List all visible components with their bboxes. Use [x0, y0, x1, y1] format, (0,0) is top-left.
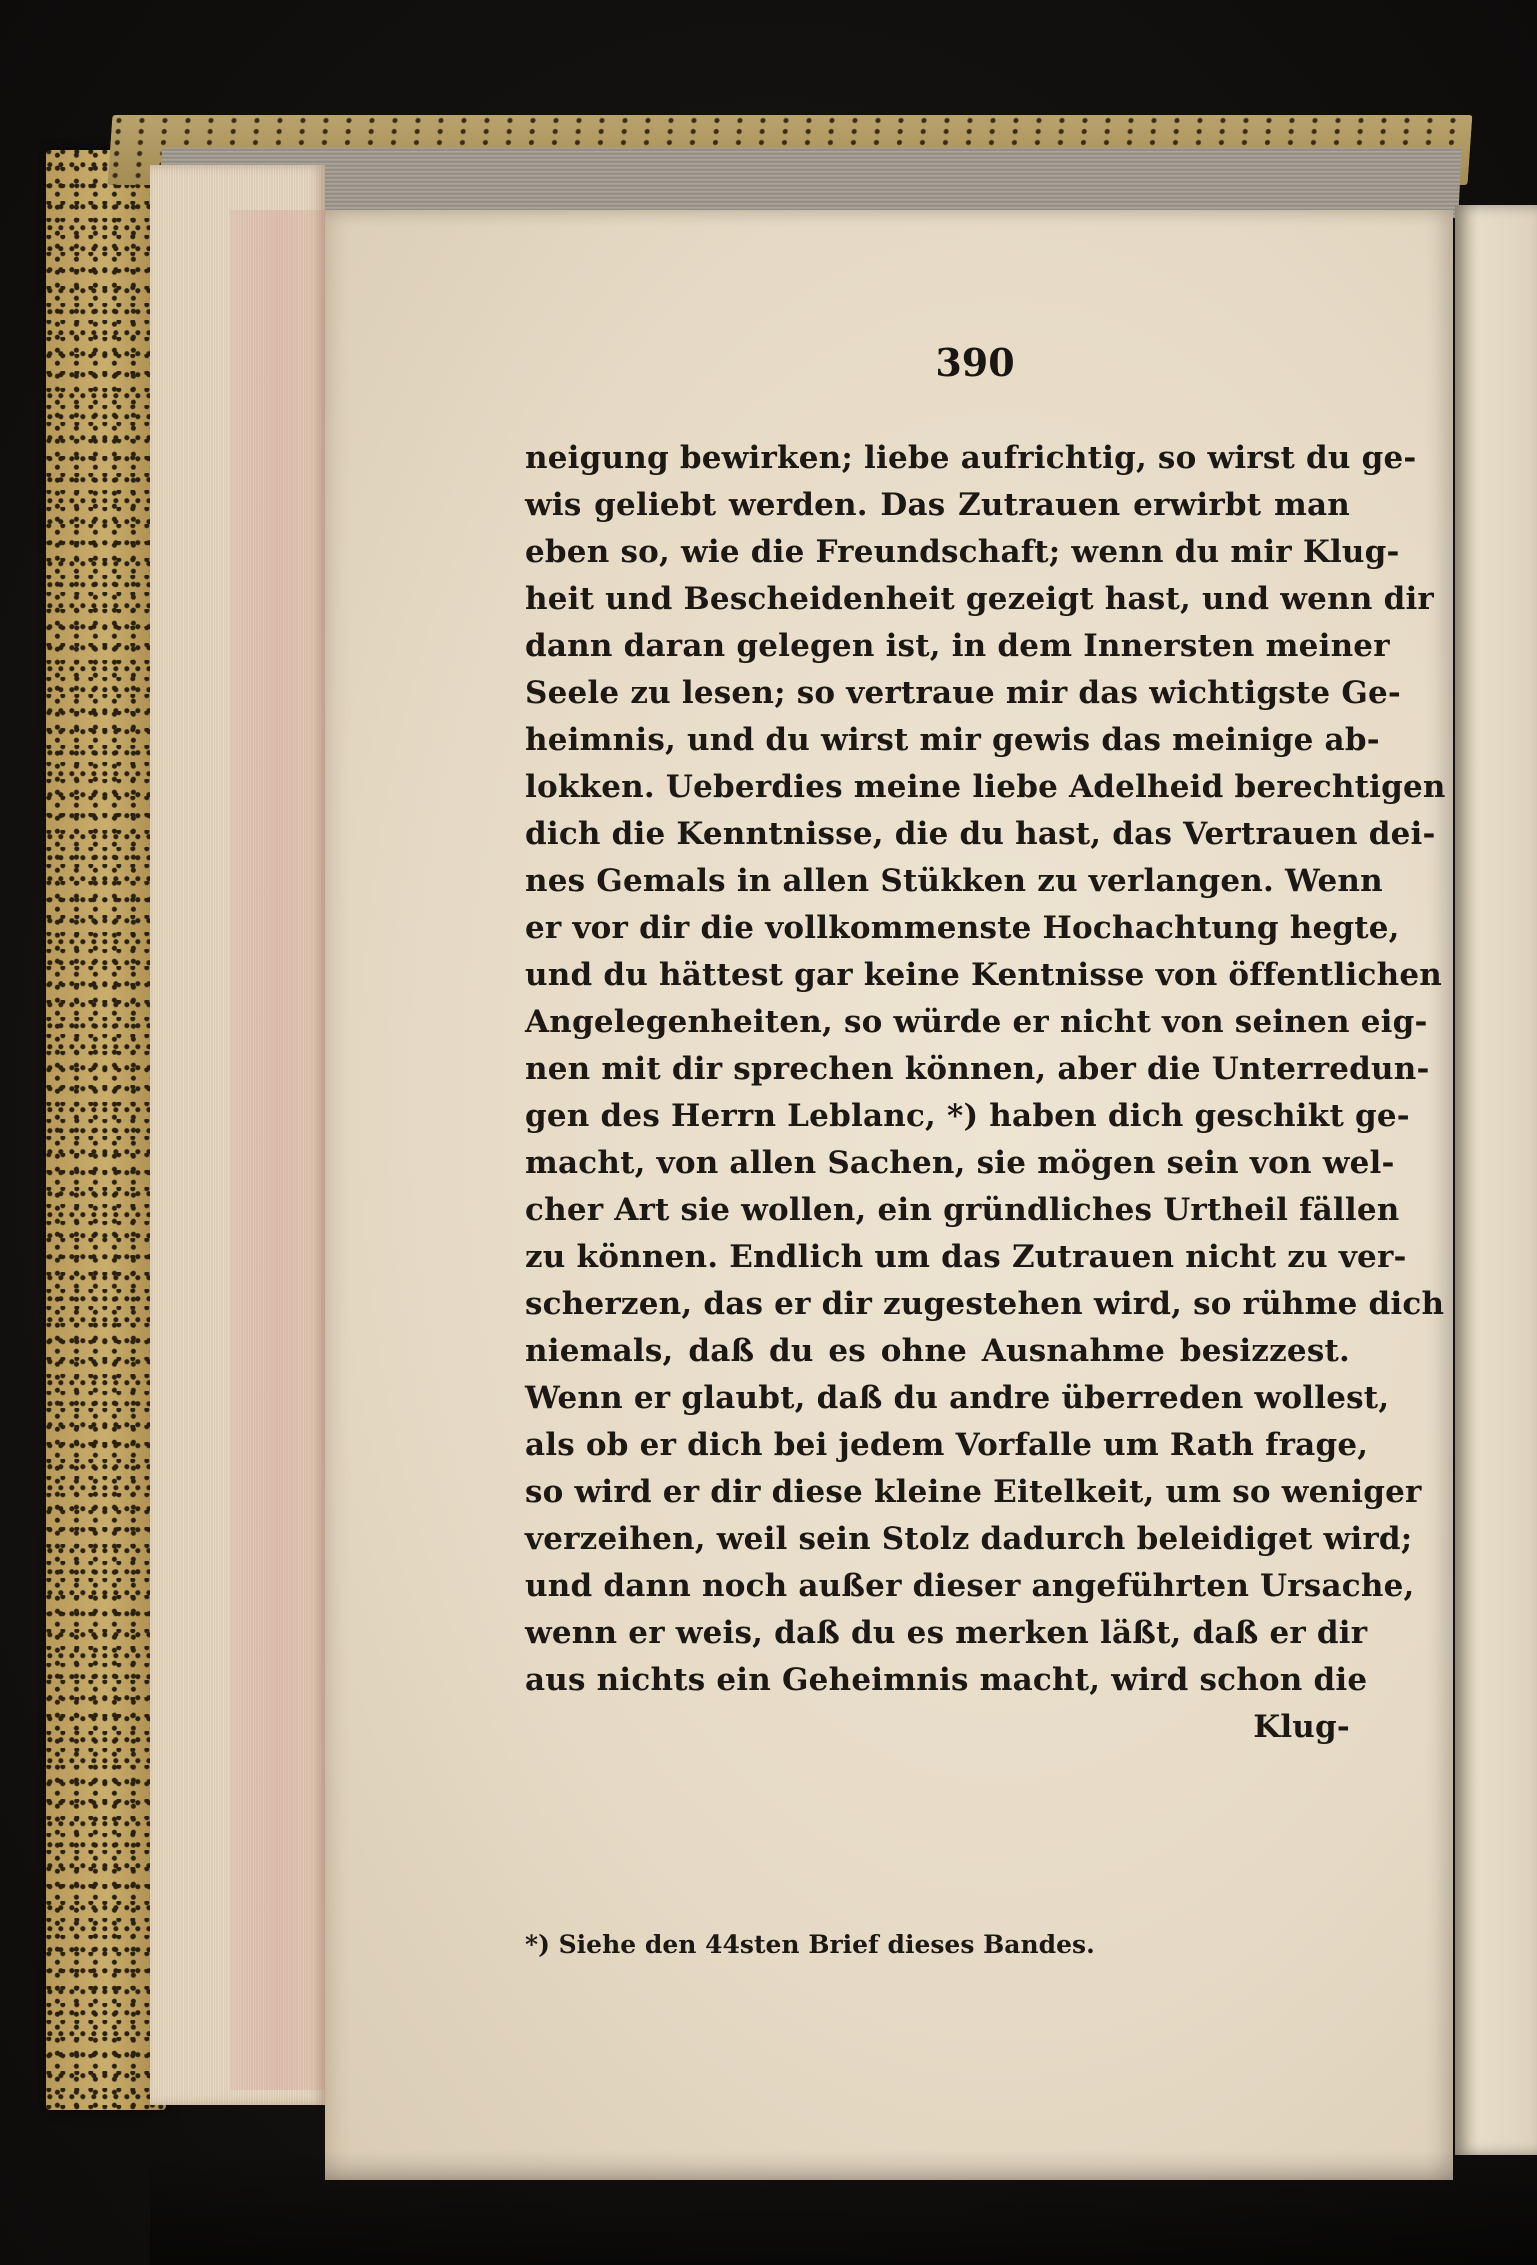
- text-line: dann daran gelegen ist, in dem Innersten meiner: [525, 628, 1390, 664]
- text-line: aus nichts ein Geheimnis macht, wird schon die: [525, 1662, 1368, 1698]
- text-line: so wird er dir diese kleine Eitelkeit, um so weniger: [525, 1474, 1422, 1510]
- text-line: niemals, daß du es ohne Ausnahme besizzest.: [525, 1333, 1350, 1369]
- text-line: Seele zu lesen; so vertraue mir das wichtigste Ge-: [525, 675, 1402, 711]
- book-cover-spine: [46, 150, 166, 2110]
- text-line: wenn er weis, daß du es merken läßt, daß er dir: [525, 1615, 1368, 1651]
- text-line: macht, von allen Sachen, sie mögen sein von wel-: [525, 1145, 1395, 1181]
- text-line: dich die Kenntnisse, die du hast, das Vertrauen dei-: [525, 816, 1436, 852]
- text-line: wis geliebt werden. Das Zutrauen erwirbt man: [525, 487, 1350, 523]
- page-edges-top: [158, 148, 1462, 218]
- text-line: Wenn er glaubt, daß du andre überreden wollest,: [525, 1380, 1390, 1416]
- text-line: als ob er dich bei jedem Vorfalle um Rath frage,: [525, 1427, 1369, 1463]
- text-line: und dann noch außer dieser angeführten Ursache,: [525, 1568, 1415, 1604]
- page-edge-tint: [230, 210, 325, 2090]
- text-line: Angelegenheiten, so würde er nicht von seinen eig-: [525, 1004, 1428, 1040]
- text-line: er vor dir die vollkommenste Hochachtung hegte,: [525, 910, 1400, 946]
- text-line: lokken. Ueberdies meine liebe Adelheid berechtigen: [525, 769, 1446, 805]
- footnote: *) Siehe den 44sten Brief dieses Bandes.: [525, 1930, 1095, 1959]
- text-line: eben so, wie die Freundschaft; wenn du mir Klug-: [525, 534, 1400, 570]
- facing-page-edge: [1455, 205, 1537, 2155]
- book-page: [325, 210, 1453, 2180]
- text-line: nes Gemals in allen Stükken zu verlangen. Wenn: [525, 863, 1383, 899]
- text-line: verzeihen, weil sein Stolz dadurch beleidiget wird;: [525, 1521, 1413, 1557]
- text-line: cher Art sie wollen, ein gründliches Urtheil fällen: [525, 1192, 1400, 1228]
- text-line: und du hättest gar keine Kentnisse von öffentlichen: [525, 957, 1442, 993]
- text-line: heimnis, und du wirst mir gewis das meinige ab-: [525, 722, 1380, 758]
- page-number: 390: [935, 340, 1015, 385]
- catchword: Klug-: [1253, 1709, 1350, 1745]
- text-line: scherzen, das er dir zugestehen wird, so rühme dich: [525, 1286, 1445, 1322]
- text-line: zu können. Endlich um das Zutrauen nicht zu ver-: [525, 1239, 1407, 1275]
- text-line: neigung bewirken; liebe aufrichtig, so wirst du ge-: [525, 440, 1417, 476]
- text-line: heit und Bescheidenheit gezeigt hast, und wenn dir: [525, 581, 1434, 617]
- body-text: [525, 435, 1446, 1751]
- text-line: gen des Herrn Leblanc, *) haben dich geschikt ge-: [525, 1098, 1410, 1134]
- text-line: nen mit dir sprechen können, aber die Unterredun-: [525, 1051, 1430, 1087]
- bottom-shadow: [150, 2150, 1537, 2265]
